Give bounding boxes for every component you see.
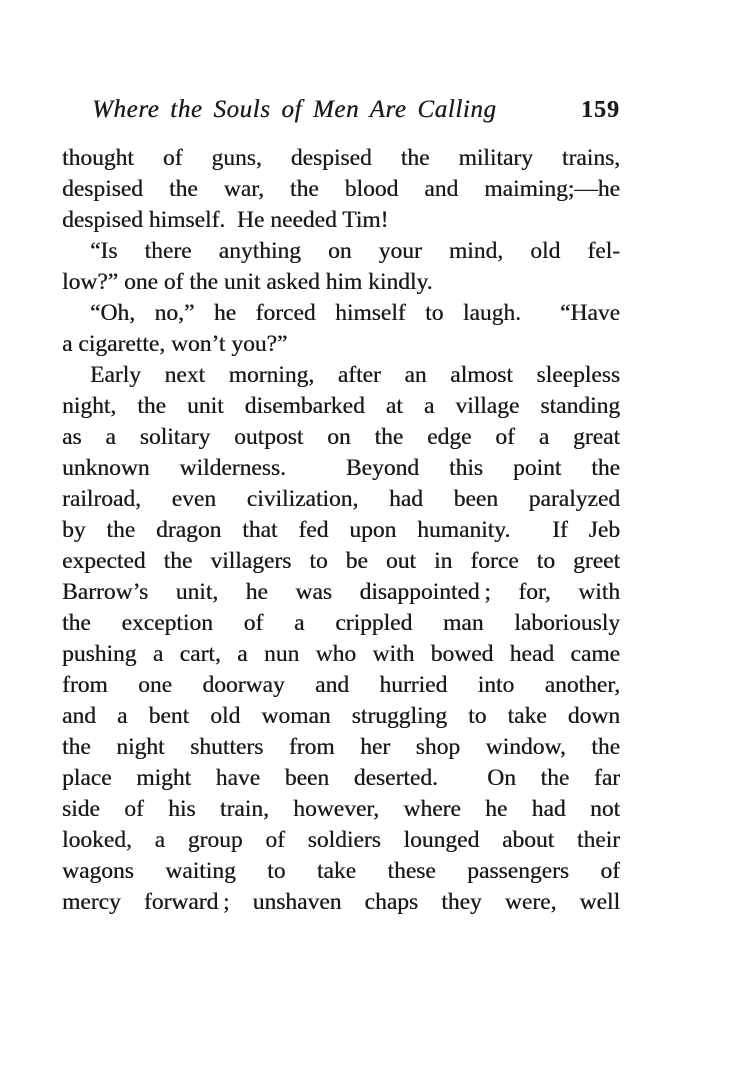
text-line: place might have been deserted. On the far bbox=[62, 765, 620, 791]
text-line: looked, a group of soldiers lounged about their bbox=[62, 827, 620, 853]
text-line: expected the villagers to be out in force to greet bbox=[62, 548, 620, 574]
text-line: as a solitary outpost on the edge of a great bbox=[62, 424, 620, 450]
text-line: and a bent old woman struggling to take down bbox=[62, 703, 620, 729]
page-number: 159 bbox=[581, 97, 620, 123]
text-line: thought of guns, despised the military trains, bbox=[62, 145, 620, 171]
text-line: Barrow’s unit, he was disappointed ; for, with bbox=[62, 579, 620, 605]
text-line: Early next morning, after an almost sleepless bbox=[90, 362, 620, 388]
text-line: side of his train, however, where he had not bbox=[62, 796, 620, 822]
text-line: night, the unit disembarked at a village standing bbox=[62, 393, 620, 419]
text-line: wagons waiting to take these passengers of bbox=[62, 858, 620, 884]
text-line: low?” one of the unit asked him kindly. bbox=[62, 269, 433, 295]
text-line: despised the war, the blood and maiming;—he bbox=[62, 176, 620, 202]
text-line: from one doorway and hurried into another, bbox=[62, 672, 620, 698]
text-line: railroad, even civilization, had been paralyzed bbox=[62, 486, 620, 512]
text-line: pushing a cart, a nun who with bowed head came bbox=[62, 641, 620, 667]
text-line: unknown wilderness. Beyond this point the bbox=[62, 455, 620, 481]
body-text bbox=[62, 143, 620, 918]
text-line: “Is there anything on your mind, old fel- bbox=[90, 238, 620, 264]
text-line: the exception of a crippled man laboriously bbox=[62, 610, 620, 636]
text-line: by the dragon that fed upon humanity. If Jeb bbox=[62, 517, 620, 543]
text-line: mercy forward ; unshaven chaps they were, well bbox=[62, 889, 620, 915]
text-line: the night shutters from her shop window, the bbox=[62, 734, 620, 760]
text-line: despised himself. He needed Tim! bbox=[62, 207, 389, 233]
text-line: “Oh, no,” he forced himself to laugh. “Have bbox=[90, 300, 620, 326]
text-line: a cigarette, won’t you?” bbox=[62, 331, 288, 357]
running-header bbox=[62, 96, 620, 124]
running-header-title: Where the Souls of Men Are Calling bbox=[92, 96, 497, 123]
